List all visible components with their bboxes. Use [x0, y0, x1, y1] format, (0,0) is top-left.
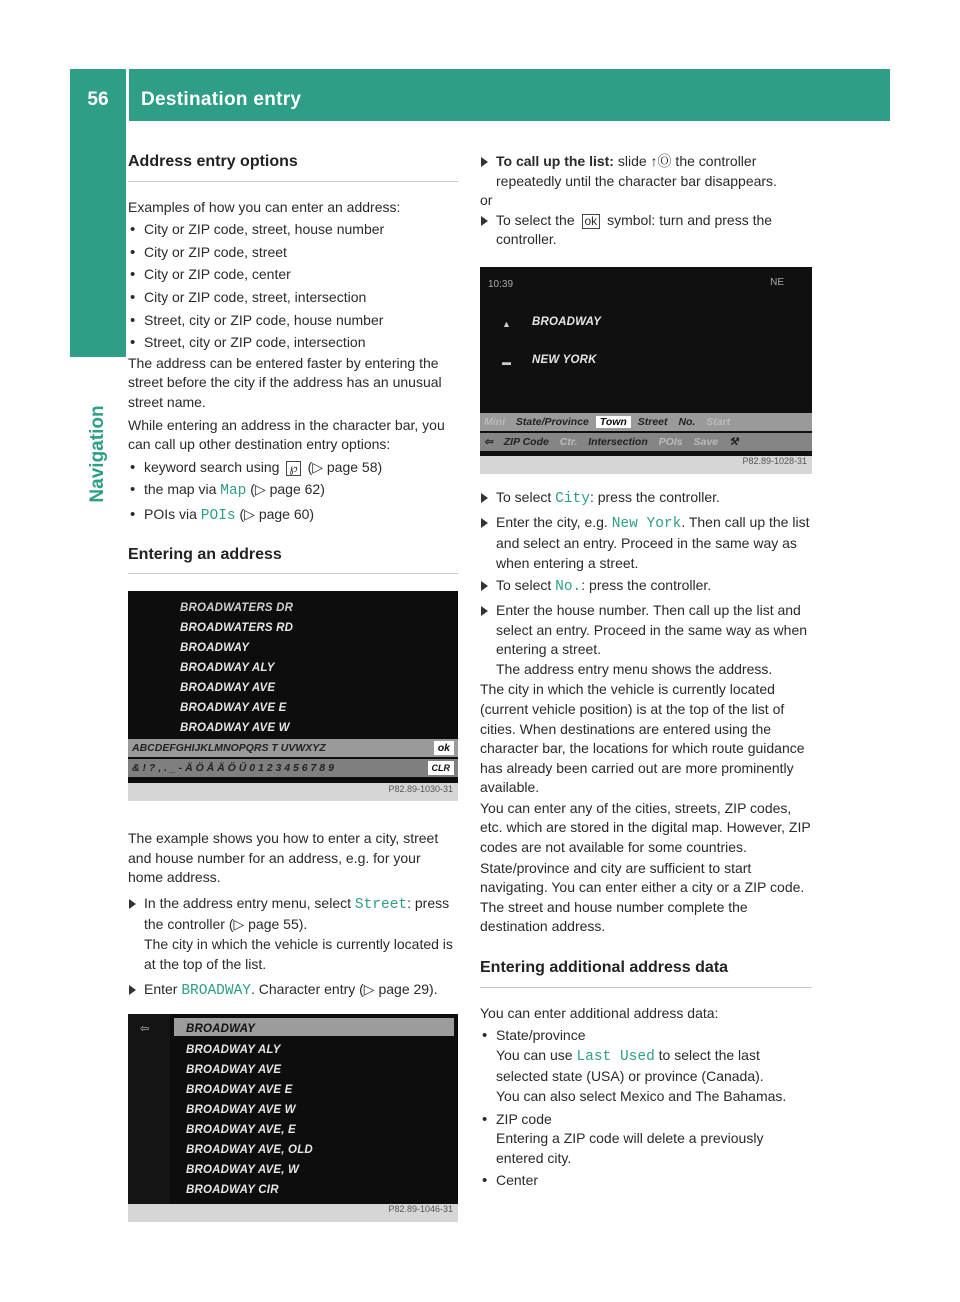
list-item: BROADWAY AVE, OLD	[186, 1143, 313, 1156]
step	[480, 601, 812, 679]
list-item: BROADWAY ALY	[180, 662, 275, 675]
character-bar-digits: & ! ? , . _ - Ä Ö Å Ä Ö Ü 0 1 2 3 4 5 6 7 8 9	[132, 762, 334, 775]
menu-term-street: Street	[354, 896, 408, 913]
screenshot-address-menu	[480, 267, 812, 474]
list-item: BROADWAY ALY	[186, 1043, 281, 1056]
list-item-title: State/province	[496, 1027, 586, 1044]
list-item: BROADWAY	[186, 1022, 256, 1035]
menu-term-map: Map	[220, 483, 247, 500]
menu-item-center[interactable]: Ctr.	[559, 435, 578, 448]
paragraph: You can enter additional address data:	[480, 1004, 719, 1021]
text: : press the controller (▷ page 55).	[144, 894, 450, 933]
text: to select the last selected state (USA) or province (Canada).	[496, 1046, 764, 1085]
list-item-title: Center	[496, 1172, 539, 1189]
text: The city in which the vehicle is currently located is at the top of the list.	[144, 936, 453, 972]
list-item	[480, 1026, 812, 1106]
back-icon[interactable]: ⇦	[484, 435, 493, 448]
figure-caption: P82.89-1046-31	[388, 1204, 453, 1215]
list-item-title: ZIP code	[496, 1110, 552, 1127]
list-item: BROADWATERS RD	[180, 622, 294, 635]
back-icon: ⇦	[140, 1022, 150, 1035]
list-item: BROADWAY	[180, 642, 250, 655]
page-ref: (▷ page 58)	[307, 458, 383, 475]
paragraph: You can enter any of the cities, streets, ZIP codes, etc. which are stored in the digital map. However, ZIP codes are not available for some countries.	[480, 799, 811, 856]
list-item: BROADWATERS DR	[180, 602, 294, 615]
paragraph: The address can be entered faster by entering the street before the city if the address has an unusual street name.	[128, 354, 442, 410]
page-title: Destination entry	[141, 89, 302, 110]
character-bar-symbols	[128, 759, 458, 777]
character-bar-letters: ABCDEFGHIJKLMNOPQRS T UVWXYZ	[132, 742, 326, 755]
list-item: BROADWAY AVE E	[180, 702, 287, 715]
figure-caption: P82.89-1028-31	[742, 456, 807, 467]
list-item: BROADWAY AVE, E	[186, 1123, 296, 1136]
street-icon: ▲	[502, 318, 511, 329]
menu-item-pois[interactable]: POIs	[658, 435, 683, 448]
section-title-entering-an-address: Entering an address	[128, 545, 458, 575]
text: To select	[496, 488, 552, 505]
text: Enter the city, e.g.	[496, 513, 608, 530]
page-number: 56	[87, 89, 109, 110]
page-header	[70, 69, 890, 121]
screenshot-result-list	[128, 1014, 458, 1222]
list-item	[480, 1171, 812, 1191]
list-item	[128, 458, 458, 478]
menu-term-broadway: BROADWAY	[181, 983, 251, 1000]
text: Enter	[144, 981, 178, 998]
text: . Character entry (▷ page 29).	[250, 981, 438, 998]
step	[480, 211, 812, 250]
text: : press the controller.	[589, 488, 720, 505]
menu-term-new-york: New York	[611, 515, 682, 532]
paragraph: The city in which the vehicle is currently located (current vehicle position) is at the top of the list of cities. When destinations are entered using the character bar, the locations for which route guidance has already been carried out are more prominently available.	[480, 681, 805, 796]
list-item: BROADWAY AVE W	[186, 1103, 296, 1116]
text: : press the controller.	[581, 577, 712, 594]
side-panel	[128, 1014, 170, 1204]
list-item: BROADWAY AVE	[180, 682, 276, 695]
list-item: BROADWAY CIR	[186, 1183, 279, 1196]
clock: 10:39	[488, 278, 514, 290]
section-title-additional-address-data: Entering additional address data	[480, 958, 812, 988]
menu-term-pois: POIs	[200, 507, 236, 524]
sidebar-label: Navigation	[87, 405, 108, 503]
step	[480, 513, 812, 574]
menu-item-number[interactable]: No.	[678, 415, 696, 428]
search-icon: ℘	[286, 461, 300, 476]
list-item: BROADWAY AVE, W	[186, 1163, 300, 1176]
menu-item-town[interactable]: Town	[596, 416, 631, 428]
menu-item-state-province[interactable]: State/Province	[515, 415, 589, 428]
list-item: • City or ZIP code, street, intersection	[128, 288, 458, 308]
section-title-address-entry-options: Address entry options	[128, 152, 458, 182]
menu-item-street[interactable]: Street	[637, 415, 668, 428]
menu-term-last-used: Last Used	[576, 1048, 655, 1065]
list-item: BROADWAY AVE W	[180, 722, 290, 735]
paragraph: While entering an address in the character bar, you can call up other destination entry options:	[128, 416, 445, 453]
list-item: BROADWAY AVE	[186, 1063, 282, 1076]
menu-bar-top	[480, 413, 812, 431]
step-label: To call up the list:	[496, 153, 614, 169]
page-ref: (▷ page 60)	[239, 505, 315, 522]
step	[480, 576, 812, 598]
examples-list	[128, 220, 458, 353]
text: Entering a ZIP code will delete a previously entered city.	[496, 1130, 764, 1166]
list-item	[128, 480, 458, 502]
clear-icon: CLR	[428, 761, 455, 775]
list-item	[128, 505, 458, 527]
text: slide ↑Ⓞ the controller repeatedly until the character bar disappears.	[496, 153, 777, 189]
list-item	[480, 1110, 812, 1169]
sidebar-block	[70, 121, 126, 357]
figure-caption: P82.89-1030-31	[388, 783, 453, 794]
list-item: • Street, city or ZIP code, intersection	[128, 333, 458, 353]
city-icon: ▬	[502, 356, 511, 367]
menu-item-save[interactable]: Save	[693, 435, 719, 448]
list-item: • City or ZIP code, street	[128, 243, 458, 263]
text: The address entry menu shows the address.	[496, 660, 773, 677]
address-street: BROADWAY	[532, 315, 602, 328]
text: POIs via	[144, 505, 197, 522]
list-item: • City or ZIP code, street, house number	[128, 220, 458, 240]
text: To select	[496, 577, 552, 594]
text: In the address entry menu, select	[144, 894, 351, 911]
page-ref: (▷ page 62)	[250, 481, 325, 498]
paragraph: The example shows you how to enter a city, street and house number for an address, e.g. for your home address.	[128, 830, 439, 886]
or-text: or	[480, 192, 493, 209]
step	[128, 894, 458, 974]
column-left	[128, 152, 458, 1222]
text: . Then call up the list and select an entry. Proceed in the same way as when entering a street.	[496, 513, 810, 571]
text: keyword search using	[144, 458, 280, 475]
address-city: NEW YORK	[532, 353, 597, 366]
text: Enter the house number. Then call up the list and select an entry. Proceed in the same way as when entering a street.	[496, 601, 808, 658]
list-item: • City or ZIP code, center	[128, 265, 458, 285]
intro-text: Examples of how you can enter an address:	[128, 198, 401, 215]
ok-icon: ok	[434, 741, 454, 755]
ok-icon: ok	[582, 214, 601, 229]
tool-icon[interactable]: ⚒	[728, 435, 739, 448]
step	[128, 980, 458, 1002]
character-bar	[128, 739, 458, 757]
menu-item-intersection[interactable]: Intersection	[588, 435, 648, 448]
list-item: • Street, city or ZIP code, house number	[128, 311, 458, 331]
compass-label: NE	[770, 276, 784, 288]
text: To select the	[496, 211, 575, 228]
text: You can use	[496, 1046, 573, 1063]
menu-item-zip-code[interactable]: ZIP Code	[503, 435, 549, 448]
paragraph: State/province and city are sufficient to start navigating. You can enter either a city or a ZIP code. The street and house number complete the destination address.	[480, 859, 805, 935]
menu-bar-bottom	[480, 433, 812, 451]
step	[480, 152, 812, 191]
header-divider	[126, 69, 129, 121]
list-item: BROADWAY AVE E	[186, 1083, 293, 1096]
column-right	[480, 152, 812, 1191]
menu-item-mini[interactable]: Mini	[484, 415, 505, 428]
menu-item-start[interactable]: Start	[706, 415, 731, 428]
menu-term-number: No.	[555, 579, 582, 596]
screenshot-character-entry	[128, 591, 458, 801]
text: symbol: turn and press the controller.	[496, 211, 773, 248]
compass-icon	[770, 273, 784, 293]
text: You can also select Mexico and The Bahamas.	[496, 1088, 787, 1104]
step	[480, 488, 812, 510]
text: the map via	[144, 481, 217, 498]
menu-term-city: City	[555, 490, 590, 507]
